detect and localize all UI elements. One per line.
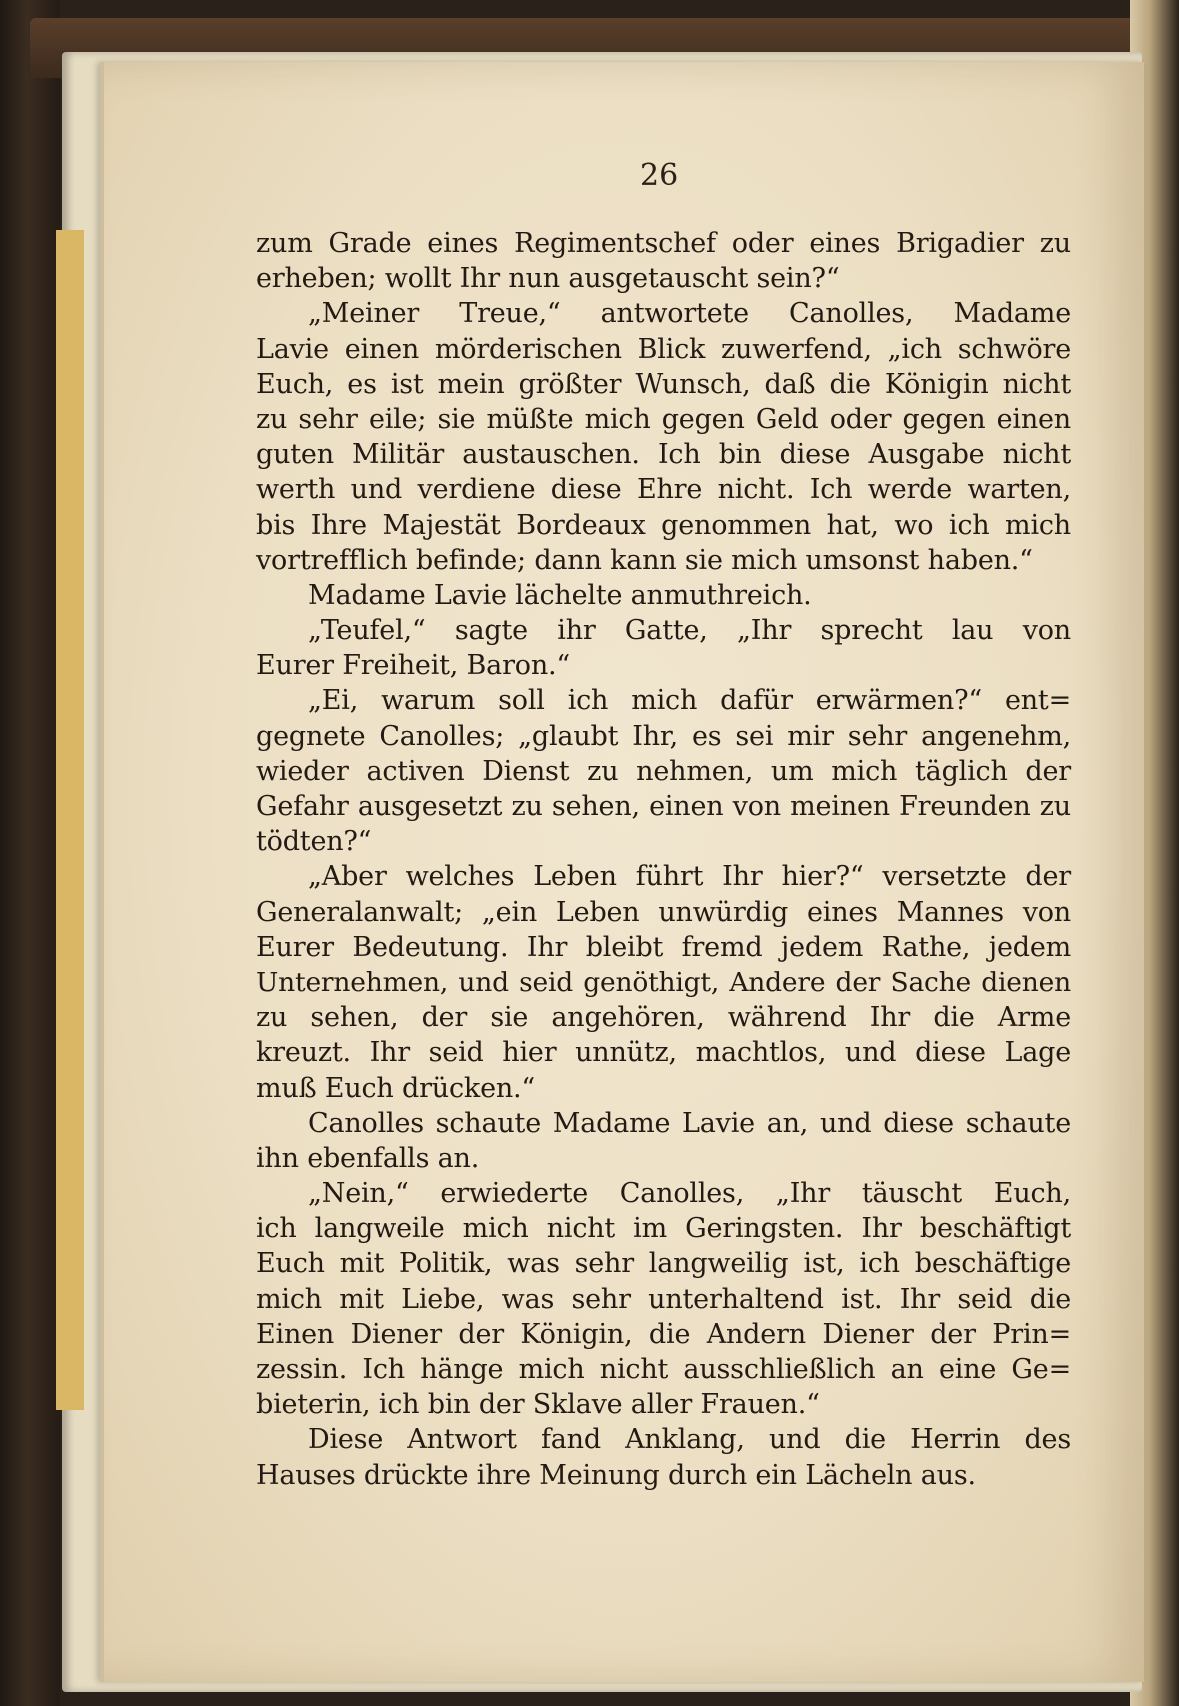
text-line: Eurer Bedeutung. Ihr bleibt fremd jedem Rathe, jedem bbox=[256, 931, 1071, 963]
text-line: Hauses drückte ihre Meinung durch ein Lächeln aus. bbox=[256, 1459, 976, 1491]
text-line: zessin. Ich hänge mich nicht ausschließlich an eine Ge= bbox=[256, 1354, 1071, 1385]
text-line: Eurer Freiheit, Baron.“ bbox=[256, 650, 571, 682]
text-line: zu sehen, der sie angehören, während Ihr die Arme bbox=[256, 1002, 1071, 1034]
text-line: zu sehr eile; sie müßte mich gegen Geld oder gegen einen bbox=[256, 403, 1071, 435]
text-line: tödten?“ bbox=[256, 826, 372, 858]
text-line: ich langweile mich nicht im Geringsten. Ihr beschäftigt bbox=[256, 1213, 1071, 1245]
text-line: Generalanwalt; „ein Leben unwürdig eines Mannes von bbox=[256, 896, 1071, 928]
text-line: Gefahr ausgesetzt zu sehen, einen von meinen Freunden zu bbox=[256, 791, 1071, 822]
text-line: Einen Diener der Königin, die Andern Diener der Prin= bbox=[256, 1318, 1071, 1350]
text-line: zum Grade eines Regimentschef oder eines Brigadier zu bbox=[256, 228, 1071, 259]
text-line: erheben; wollt Ihr nun ausgetauscht sein?“ bbox=[256, 263, 840, 295]
text-line: guten Militär austauschen. Ich bin diese Ausgabe nicht bbox=[256, 439, 1071, 471]
text-line: wieder activen Dienst zu nehmen, um mich täglich der bbox=[256, 755, 1071, 787]
text-line: Diese Antwort fand Anklang, und die Herrin des bbox=[308, 1424, 1071, 1456]
text-line: kreuzt. Ihr seid hier unnütz, machtlos, und diese Lage bbox=[256, 1037, 1071, 1069]
page-number: 26 bbox=[640, 158, 679, 193]
text-line: werth und verdiene diese Ehre nicht. Ich werde warten, bbox=[256, 474, 1071, 506]
text-line: bieterin, ich bin der Sklave aller Frauen.“ bbox=[256, 1389, 820, 1421]
text-line: „Aber welches Leben führt Ihr hier?“ versetzte der bbox=[308, 861, 1071, 893]
text-line: Euch, es ist mein größter Wunsch, daß die Königin nicht bbox=[256, 368, 1071, 400]
text-line: Canolles schaute Madame Lavie an, und diese schaute bbox=[308, 1107, 1071, 1139]
text-line: „Teufel,“ sagte ihr Gatte, „Ihr sprecht lau von bbox=[308, 615, 1071, 647]
text-line: mich mit Liebe, was sehr unterhaltend ist. Ihr seid die bbox=[256, 1283, 1071, 1315]
text-line: bis Ihre Majestät Bordeaux genommen hat, wo ich mich bbox=[256, 509, 1071, 541]
text-line: gegnete Canolles; „glaubt Ihr, es sei mir sehr angenehm, bbox=[256, 720, 1071, 752]
page-edge-tab bbox=[56, 230, 84, 1410]
text-line: „Meiner Treue,“ antwortete Canolles, Madame bbox=[308, 298, 1071, 330]
text-line: Lavie einen mörderischen Blick zuwerfend, „ich schwöre bbox=[256, 333, 1071, 365]
text-line: Madame Lavie lächelte anmuthreich. bbox=[308, 579, 812, 611]
text-line: Euch mit Politik, was sehr langweilig ist, ich beschäftige bbox=[256, 1248, 1071, 1280]
book-cover-left bbox=[0, 0, 60, 1706]
text-line: vortrefflich befinde; dann kann sie mich umsonst haben.“ bbox=[256, 544, 1033, 576]
text-line: „Nein,“ erwiederte Canolles, „Ihr täuscht Euch, bbox=[308, 1178, 1071, 1210]
page-text bbox=[256, 226, 1071, 1493]
text-line: ihn ebenfalls an. bbox=[256, 1142, 480, 1174]
text-line: Unternehmen, und seid genöthigt, Andere der Sache dienen bbox=[256, 966, 1071, 998]
text-line: „Ei, warum soll ich mich dafür erwärmen?“ ent= bbox=[308, 685, 1071, 717]
text-line: muß Euch drücken.“ bbox=[256, 1072, 536, 1104]
